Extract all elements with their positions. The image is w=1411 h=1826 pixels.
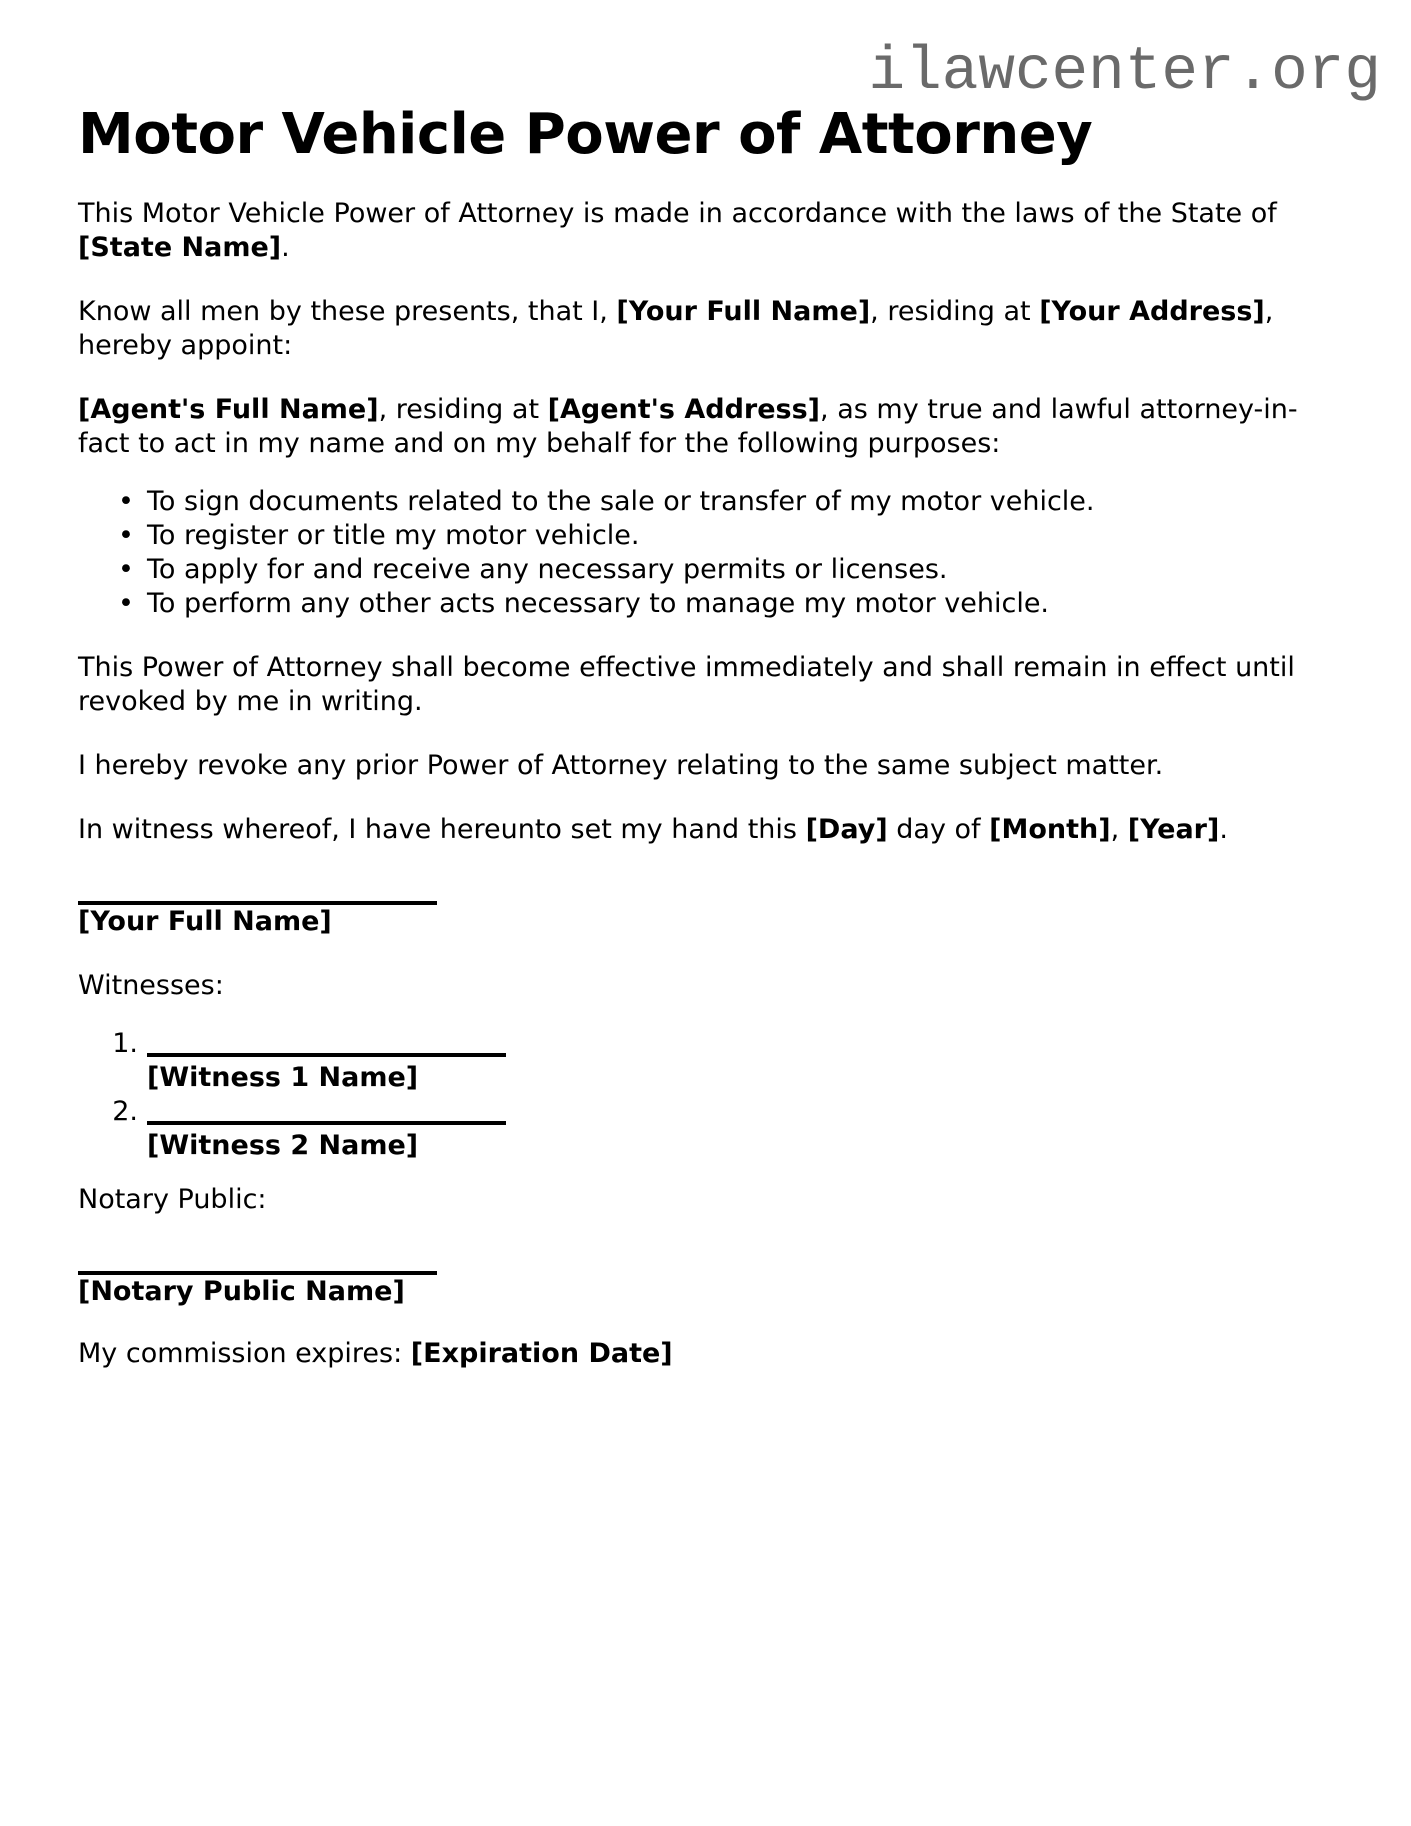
commission-expiry: My commission expires: [Expiration Date] [78, 1338, 673, 1369]
notary-name-label: [Notary Public Name] [78, 1276, 405, 1307]
purpose-item: • To sign documents related to the sale or transfer of my motor vehicle. [147, 485, 1381, 519]
notary-heading: Notary Public: [78, 1184, 267, 1215]
purpose-item: • To register or title my motor vehicle. [147, 519, 1381, 553]
purpose-item: • To apply for and receive any necessary permits or licenses. [147, 553, 1381, 587]
witness-list [78, 1027, 1381, 1163]
paragraph-effectiveness: This Power of Attorney shall become effective immediately and shall remain in effect until revoked by me in writing. [78, 652, 1295, 717]
paragraph-agent-appointment: [Agent's Full Name], residing at [Agent's Address], as my true and lawful attorney-in- fact to act in my name and on my behalf for the following purposes: [78, 394, 1298, 459]
witness-signature-line [147, 1053, 506, 1057]
principal-signature-block [78, 901, 1381, 939]
paragraph-governing-law: This Motor Vehicle Power of Attorney is made in accordance with the laws of the State of [State Name]. [78, 198, 1277, 263]
witness-name-label: [Witness 2 Name] [147, 1130, 419, 1161]
witness-item [78, 1095, 1381, 1163]
witness-number: 1. [112, 1028, 138, 1059]
paragraph-revocation: I hereby revoke any prior Power of Attorney relating to the same subject matter. [78, 750, 1164, 781]
principal-name-label: [Your Full Name] [78, 906, 332, 937]
document-title: Motor Vehicle Power of Attorney [78, 102, 1093, 167]
witness-signature-line [147, 1121, 506, 1125]
witness-name-label: [Witness 1 Name] [147, 1062, 419, 1093]
witness-item [78, 1027, 1381, 1095]
paragraph-declaration: Know all men by these presents, that I, [Your Full Name], residing at [Your Address], hereby appoint: [78, 296, 1274, 361]
paragraph-witness-clause: In witness whereof, I have hereunto set my hand this [Day] day of [Month], [Year]. [78, 814, 1228, 845]
witness-number: 2. [112, 1096, 138, 1127]
witnesses-heading: Witnesses: [78, 970, 224, 1001]
site-logo: ilawcenter.org [868, 38, 1381, 107]
purposes-list [78, 485, 1381, 621]
notary-signature-block [78, 1271, 1381, 1309]
purpose-item: • To perform any other acts necessary to manage my motor vehicle. [147, 587, 1381, 621]
